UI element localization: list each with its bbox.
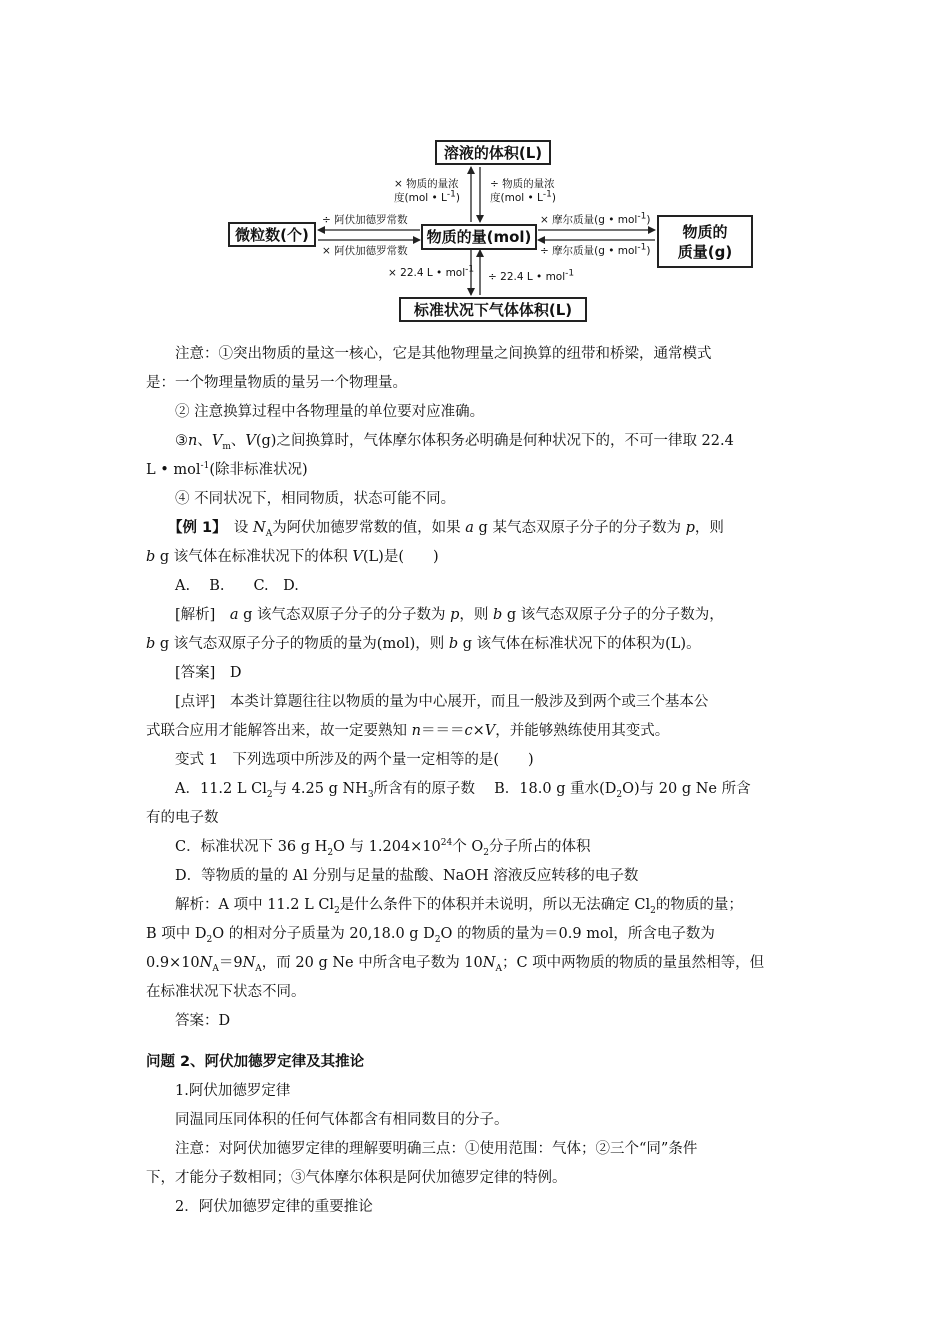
variant1-title: 变式 1 下列选项中所涉及的两个量一定相等的是( ) [175,752,534,768]
mass-box-line1: 物质的 [682,222,728,241]
q2-note-line2: 下，才能分子数相同；③气体摩尔体积是阿伏加德罗定律的特例。 [146,1170,567,1186]
mass-box-line2: 质量(g) [677,242,733,261]
label-left-bottom: × 阿伏加德罗常数 [322,245,408,257]
diagram-arrows [0,0,950,330]
comment-line1: [点评] 本类计算题往往以物质的量为中心展开，而且一般涉及到两个或三个基本公 [175,694,709,710]
amount-box: 物质的量(mol) [421,224,537,250]
q2-item1-heading: 1.阿伏加德罗定律 [175,1083,291,1099]
note3-line1: ③n、$V_m$、V(g)之间换算时，气体摩尔体积务必明确是何种状况下的，不可一律取 22.4 [175,433,734,452]
analysis-line2: b g 该气态双原子分子的物质的量为(mol)，则 b g 该气体在标准状况下的体积为(L)。 [146,636,701,652]
document-body [146,340,810,1222]
answer-line: [答案] D [175,665,242,681]
variant1-option-d: D．等物质的量的 Al 分别与足量的盐酸、NaOH 溶液反应转移的电子数 [175,868,639,884]
label-up-left-1: × 物质的量浓 [394,178,459,190]
note1-line1: 注意：①突出物质的量这一核心，它是其他物理量之间换算的纽带和桥梁，通常模式 [175,346,712,362]
example1-options: A. B. C. D. [175,578,299,594]
particles-box: 微粒数(个) [228,222,316,247]
label-up-right-2: 度(mol • $L^{-1}$) [490,189,556,204]
section-q2-title: 问题 2、阿伏加德罗定律及其推论 [146,1054,365,1070]
mass-box [657,215,753,268]
analysis-line1: [解析] a g 该气态双原子分子的分子数为 p，则 b g 该气态双原子分子的分子数为， [175,607,724,623]
q2-item2-heading: 2．阿伏加德罗定律的重要推论 [175,1199,373,1215]
solution-answer: 答案：D [175,1013,231,1029]
comment-line2: 式联合应用才能解答出来，故一定要熟知 n＝＝＝c×V，并能够熟练使用其变式。 [146,723,670,739]
example1-line1: 【例 1】 设 $N_A$为阿伏加德罗常数的值，如果 a g 某气态双原子分子的分子数为 p，则 [168,520,724,539]
solution-line4: 在标准状况下状态不同。 [146,984,306,1000]
conversion-diagram [0,0,950,330]
note4: ④ 不同状况下，相同物质，状态可能不同。 [175,491,456,507]
variant1-option-c: C．标准状况下 36 g $H_2O$ 与 $1.204\times 10^{24}$个 $O_2$分子所占的体积 [175,838,591,858]
example1-line2: b g 该气体在标准状况下的体积 V(L)是( ) [146,549,439,565]
label-left-top: ÷ 阿伏加德罗常数 [322,214,408,226]
solution-line2: B 项中 $D_2O$ 的相对分子质量为 20,18.0 g $D_2O$ 的物质的量为＝0.9 mol，所含电子数为 [146,926,715,945]
volume-box: 溶液的体积(L) [435,140,551,165]
gas-box: 标准状况下气体体积(L) [399,297,587,322]
note1-line2: 是：一个物理量物质的量另一个物理量。 [146,375,407,391]
example1-tag: 【例 1】 [168,520,220,536]
label-up-right [490,177,556,205]
label-up-left-2: 度(mol • $L^{-1}$) [394,189,460,204]
note3-line2: L • mol$^{-1}$(除非标准状况) [146,461,308,478]
variant1-option-b-cont: 有的电子数 [146,810,219,826]
label-down-left: × 22.4 L • mol$^{-1}$ [388,264,475,279]
variant1-option-a: A．11.2 L $Cl_2$与 4.25 g $NH_3$所含有的原子数 B．18.0 g 重水$(D_2O)$与 20 g Ne 所含 [175,781,751,800]
label-right-bottom: ÷ 摩尔质量(g • mol$^{-1}$) [540,242,651,257]
label-up-right-1: ÷ 物质的量浓 [490,178,555,190]
note2: ② 注意换算过程中各物理量的单位要对应准确。 [175,404,485,420]
label-up-left [394,177,460,205]
q2-note-line1: 注意：对阿伏加德罗定律的理解要明确三点：①使用范围：气体；②三个“同”条件 [175,1141,698,1157]
label-down-right: ÷ 22.4 L • mol$^{-1}$ [488,268,575,283]
solution-line1: 解析：A 项中 11.2 L $Cl_2$是什么条件下的体积并未说明，所以无法确定 $Cl_2$的物质的量； [175,897,743,916]
solution-line3: $0.9\times 10N_A=9N_A$，而 20 g Ne 中所含电子数为 $10N_A$；C 项中两物质的物质的量虽然相等，但 [146,955,765,974]
label-right-top: × 摩尔质量(g • mol$^{-1}$) [540,211,651,226]
q2-item1-text: 同温同压同体积的任何气体都含有相同数目的分子。 [175,1112,509,1128]
